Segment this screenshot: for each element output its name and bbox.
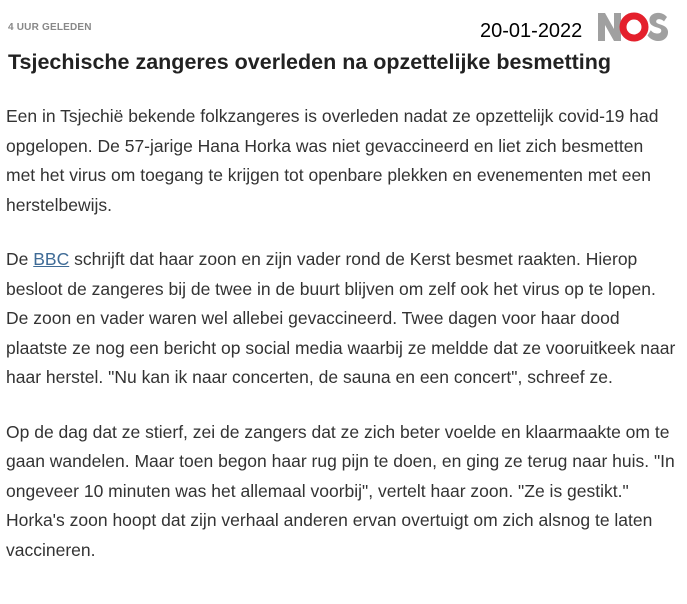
nos-logo[interactable] [595, 8, 671, 46]
date-stamp: 20-01-2022 [480, 20, 583, 42]
paragraph-2-text: schrijft dat haar zoon en zijn vader rond de Kerst besmet raakten. Hierop besloot de zangeres bij de twee in de buurt blijven om zelf ook het virus op te lopen. De zoon en vader waren wel allebei gevaccineerd. Twee dagen voor haar dood plaatste ze nog een bericht op social media waarbij ze meldde dat ze vooruitkeek naar haar herstel. "Nu kan ik naar concerten, de sauna en een concert", schreef ze. [6, 249, 676, 387]
paragraph-2-intro: De [6, 249, 34, 269]
article-headline: Tsjechische zangeres overleden na opzettelijke besmetting [8, 50, 611, 74]
paragraph-1: Een in Tsjechië bekende folkzangeres is overleden nadat ze opzettelijk covid-19 had opgelopen. De 57-jarige Hana Horka was niet gevaccineerd en liet zich besmetten met het virus om toegang te krijgen tot openbare plekken en evenementen met een herstelbewijs. [6, 106, 659, 215]
article-body [6, 102, 676, 590]
paragraph-3: Op de dag dat ze stierf, zei de zangers dat ze zich beter voelde en klaarmaakte om te gaan wandelen. Maar toen begon haar rug pijn te doen, en ging ze terug naar huis. "In ongeveer 10 minuten was het allemaal voorbij", vertelt haar zoon. "Ze is gestikt." Horka's zoon hoopt dat zijn verhaal anderen ervan overtuigt om zich alsnog te laten vaccineren. [6, 421, 675, 560]
article-timestamp: 4 UUR GELEDEN [8, 22, 92, 33]
bbc-link[interactable]: BBC [33, 249, 70, 269]
nos-logo-icon [595, 8, 671, 46]
paragraph-2 [6, 245, 676, 393]
